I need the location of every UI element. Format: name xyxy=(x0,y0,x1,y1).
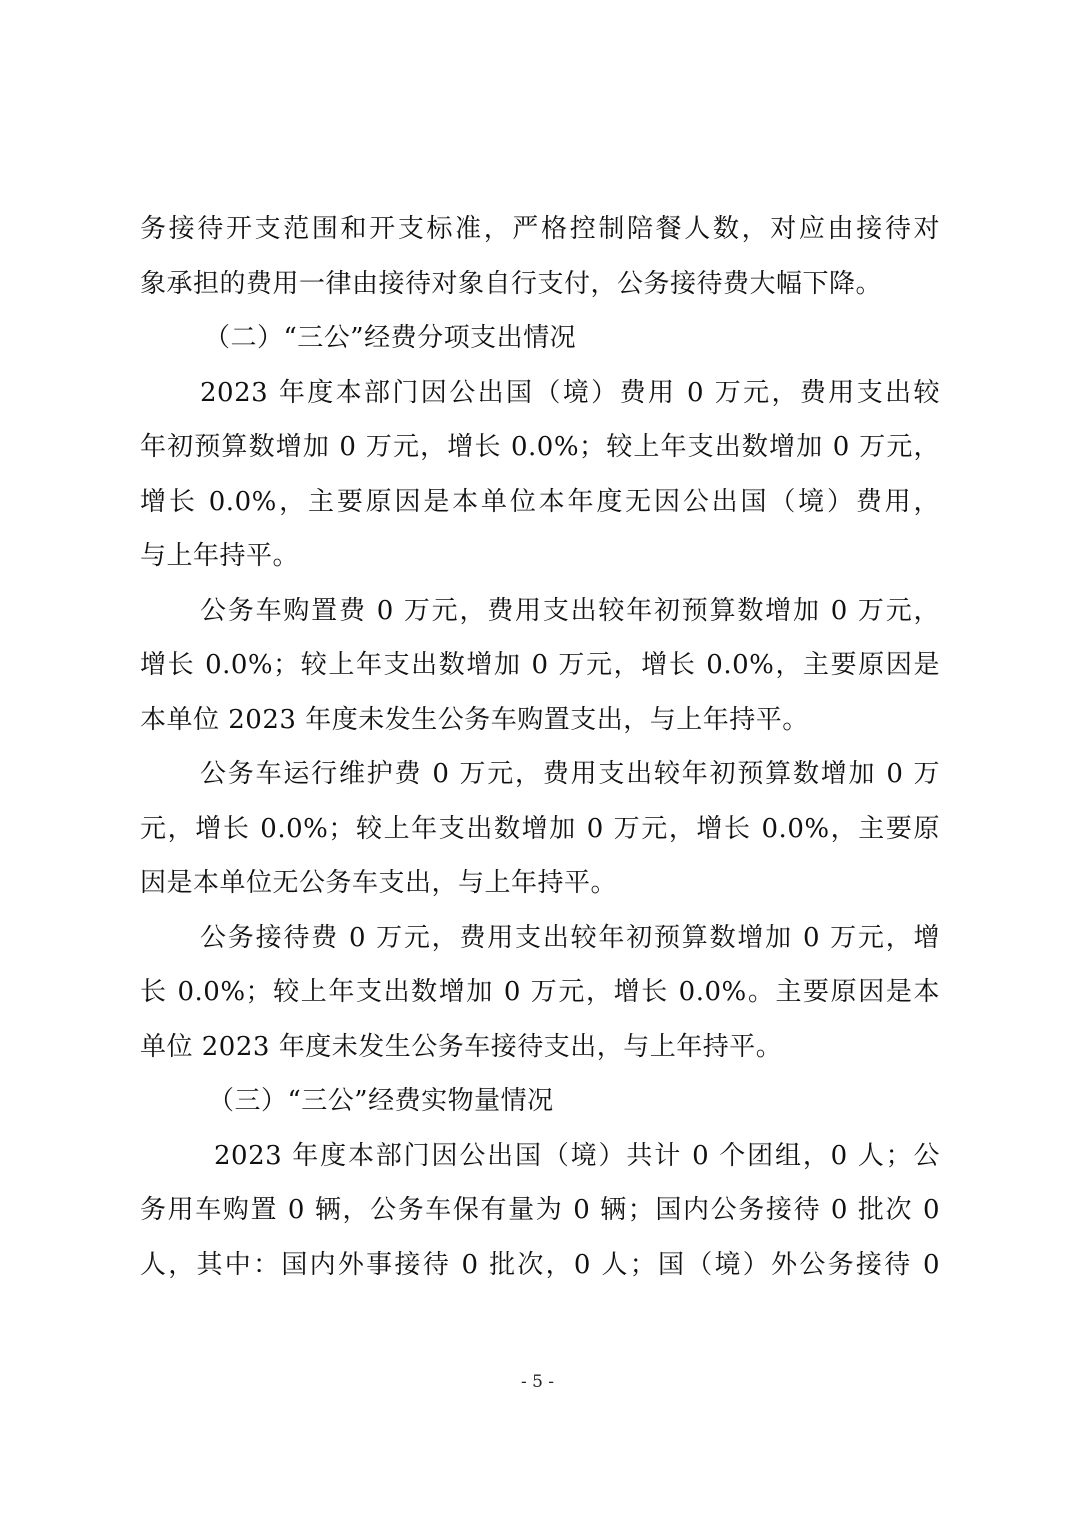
paragraph-line: 增长 0.0%；较上年支出数增加 0 万元，增长 0.0%，主要原因是 xyxy=(140,650,940,680)
paragraph-line: 务接待开支范围和开支标准，严格控制陪餐人数，对应由接待对 xyxy=(140,214,940,244)
paragraph-line: 公务接待费 0 万元，费用支出较年初预算数增加 0 万元，增 xyxy=(200,922,940,953)
paragraph-line: 2023 年度本部门因公出国（境）共计 0 个团组，0 人；公 xyxy=(214,1140,940,1171)
paragraph-line: 与上年持平。 xyxy=(140,541,300,571)
paragraph-line: 公务车运行维护费 0 万元，费用支出较年初预算数增加 0 万 xyxy=(200,759,940,789)
paragraph-line: 年初预算数增加 0 万元，增长 0.0%；较上年支出数增加 0 万元， xyxy=(140,432,940,462)
section-heading: （二）“三公”经费分项支出情况 xyxy=(204,323,577,353)
paragraph-line: 单位 2023 年度未发生公务车接待支出，与上年持平。 xyxy=(140,1031,783,1062)
paragraph-line: 务用车购置 0 辆，公务车保有量为 0 辆；国内公务接待 0 批次 0 xyxy=(140,1195,940,1225)
paragraph-line: 因是本单位无公务车支出，与上年持平。 xyxy=(140,868,618,898)
paragraph-line: 象承担的费用一律由接待对象自行支付，公务接待费大幅下降。 xyxy=(140,268,883,299)
paragraph-line: 人，其中：国内外事接待 0 批次，0 人；国（境）外公务接待 0 xyxy=(140,1249,940,1280)
paragraph-line: 公务车购置费 0 万元，费用支出较年初预算数增加 0 万元， xyxy=(200,595,940,626)
paragraph-line: 本单位 2023 年度未发生公务车购置支出，与上年持平。 xyxy=(140,704,809,735)
section-heading: （三）“三公”经费实物量情况 xyxy=(208,1086,554,1116)
page-number: - 5 - xyxy=(520,1372,555,1392)
paragraph-line: 长 0.0%；较上年支出数增加 0 万元，增长 0.0%。主要原因是本 xyxy=(140,977,940,1007)
body-text xyxy=(140,202,940,1292)
paragraph-line: 增长 0.0%，主要原因是本单位本年度无因公出国（境）费用， xyxy=(140,486,940,517)
paragraph-line: 2023 年度本部门因公出国（境）费用 0 万元，费用支出较 xyxy=(200,377,940,408)
paragraph-line: 元，增长 0.0%；较上年支出数增加 0 万元，增长 0.0%，主要原 xyxy=(140,813,940,844)
